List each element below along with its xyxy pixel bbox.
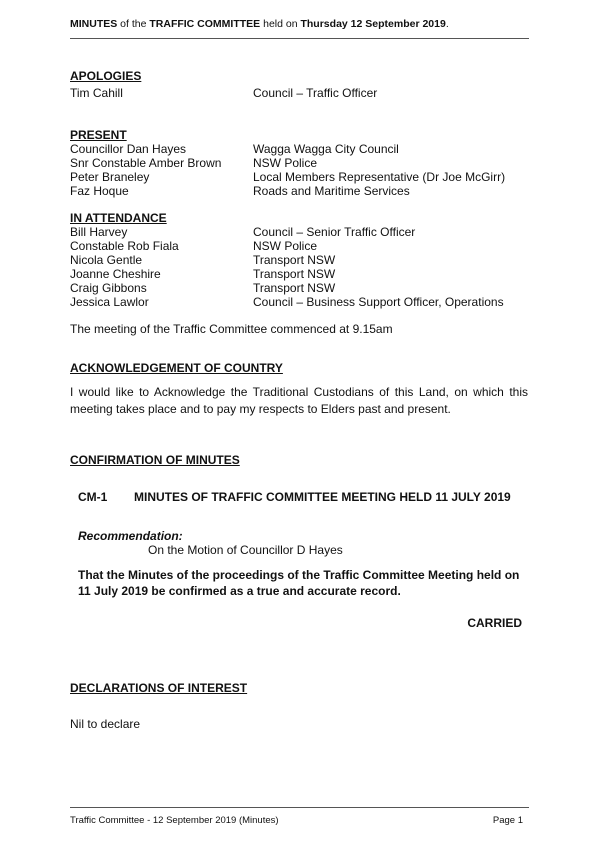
present-heading: PRESENT [70, 128, 127, 142]
attendee-row [70, 170, 530, 184]
item-code: CM-1 [78, 490, 108, 504]
attendee-row [70, 281, 530, 295]
footer-title: Traffic Committee - 12 September 2019 (Minutes) [70, 815, 279, 826]
confirmation-heading: CONFIRMATION OF MINUTES [70, 453, 240, 467]
attendee-role: Council – Business Support Officer, Operations [253, 295, 504, 309]
attendee-name: Snr Constable Amber Brown [70, 156, 222, 170]
motion-text: On the Motion of Councillor D Hayes [148, 543, 343, 557]
attendee-name: Craig Gibbons [70, 281, 147, 295]
attendee-name: Bill Harvey [70, 225, 128, 239]
attendee-row [70, 239, 530, 253]
attendance-heading: IN ATTENDANCE [70, 211, 167, 225]
header-rule [70, 38, 529, 39]
declarations-text: Nil to declare [70, 717, 141, 731]
recommendation-label: Recommendation: [78, 529, 183, 543]
attendee-name: Jessica Lawlor [70, 295, 149, 309]
attendee-row [70, 253, 530, 267]
header-minutes: MINUTES [70, 18, 118, 30]
attendee-name: Councillor Dan Hayes [70, 142, 187, 156]
acknowledgement-text: I would like to Acknowledge the Traditional Custodians of this Land, on which this meeting takes place and to pay my respects to Elders past and present. [70, 385, 528, 416]
attendee-name: Faz Hoque [70, 184, 129, 198]
header-date: Thursday 12 September 2019 [300, 18, 446, 30]
attendee-row [70, 295, 530, 309]
attendee-name: Joanne Cheshire [70, 267, 161, 281]
acknowledgement-heading: ACKNOWLEDGEMENT OF COUNTRY [70, 361, 283, 375]
header-period: . [445, 18, 449, 30]
attendee-name: Peter Braneley [70, 170, 150, 184]
attendee-row [70, 184, 530, 198]
attendee-role: Council – Traffic Officer [253, 86, 378, 100]
apologies-heading: APOLOGIES [70, 69, 142, 83]
attendee-row [70, 156, 530, 170]
attendee-row [70, 225, 530, 239]
attendee-role: Transport NSW [253, 281, 336, 295]
attendee-role: NSW Police [253, 239, 318, 253]
attendee-role: Roads and Maritime Services [253, 184, 410, 198]
header-of: of the [117, 18, 150, 30]
attendee-role: Wagga Wagga City Council [253, 142, 399, 156]
item-title: MINUTES OF TRAFFIC COMMITTEE MEETING HELD 11 JULY 2019 [134, 490, 511, 504]
attendee-row [70, 267, 530, 281]
attendee-row [70, 86, 530, 100]
meeting-commenced: The meeting of the Traffic Committee commenced at 9.15am [70, 322, 393, 336]
attendee-name: Nicola Gentle [70, 253, 143, 267]
attendee-role: Transport NSW [253, 253, 336, 267]
resolution-text: That the Minutes of the proceedings of the Traffic Committee Meeting held on 11 July 2019 be confirmed as a true and accurate record. [78, 568, 520, 598]
declarations-heading: DECLARATIONS OF INTEREST [70, 681, 248, 695]
attendee-row [70, 142, 530, 156]
carried-label: CARRIED [467, 616, 522, 630]
attendee-role: NSW Police [253, 156, 318, 170]
header-committee: TRAFFIC COMMITTEE [149, 18, 261, 30]
footer-rule [70, 807, 529, 808]
footer-page-number: Page 1 [492, 815, 523, 826]
attendee-role: Transport NSW [253, 267, 336, 281]
page-header [70, 18, 449, 30]
attendee-name: Constable Rob Fiala [70, 239, 179, 253]
attendee-role: Council – Senior Traffic Officer [253, 225, 416, 239]
header-held-on: held on [260, 18, 301, 30]
attendee-name: Tim Cahill [70, 86, 123, 100]
attendee-role: Local Members Representative (Dr Joe McGirr) [253, 170, 506, 184]
